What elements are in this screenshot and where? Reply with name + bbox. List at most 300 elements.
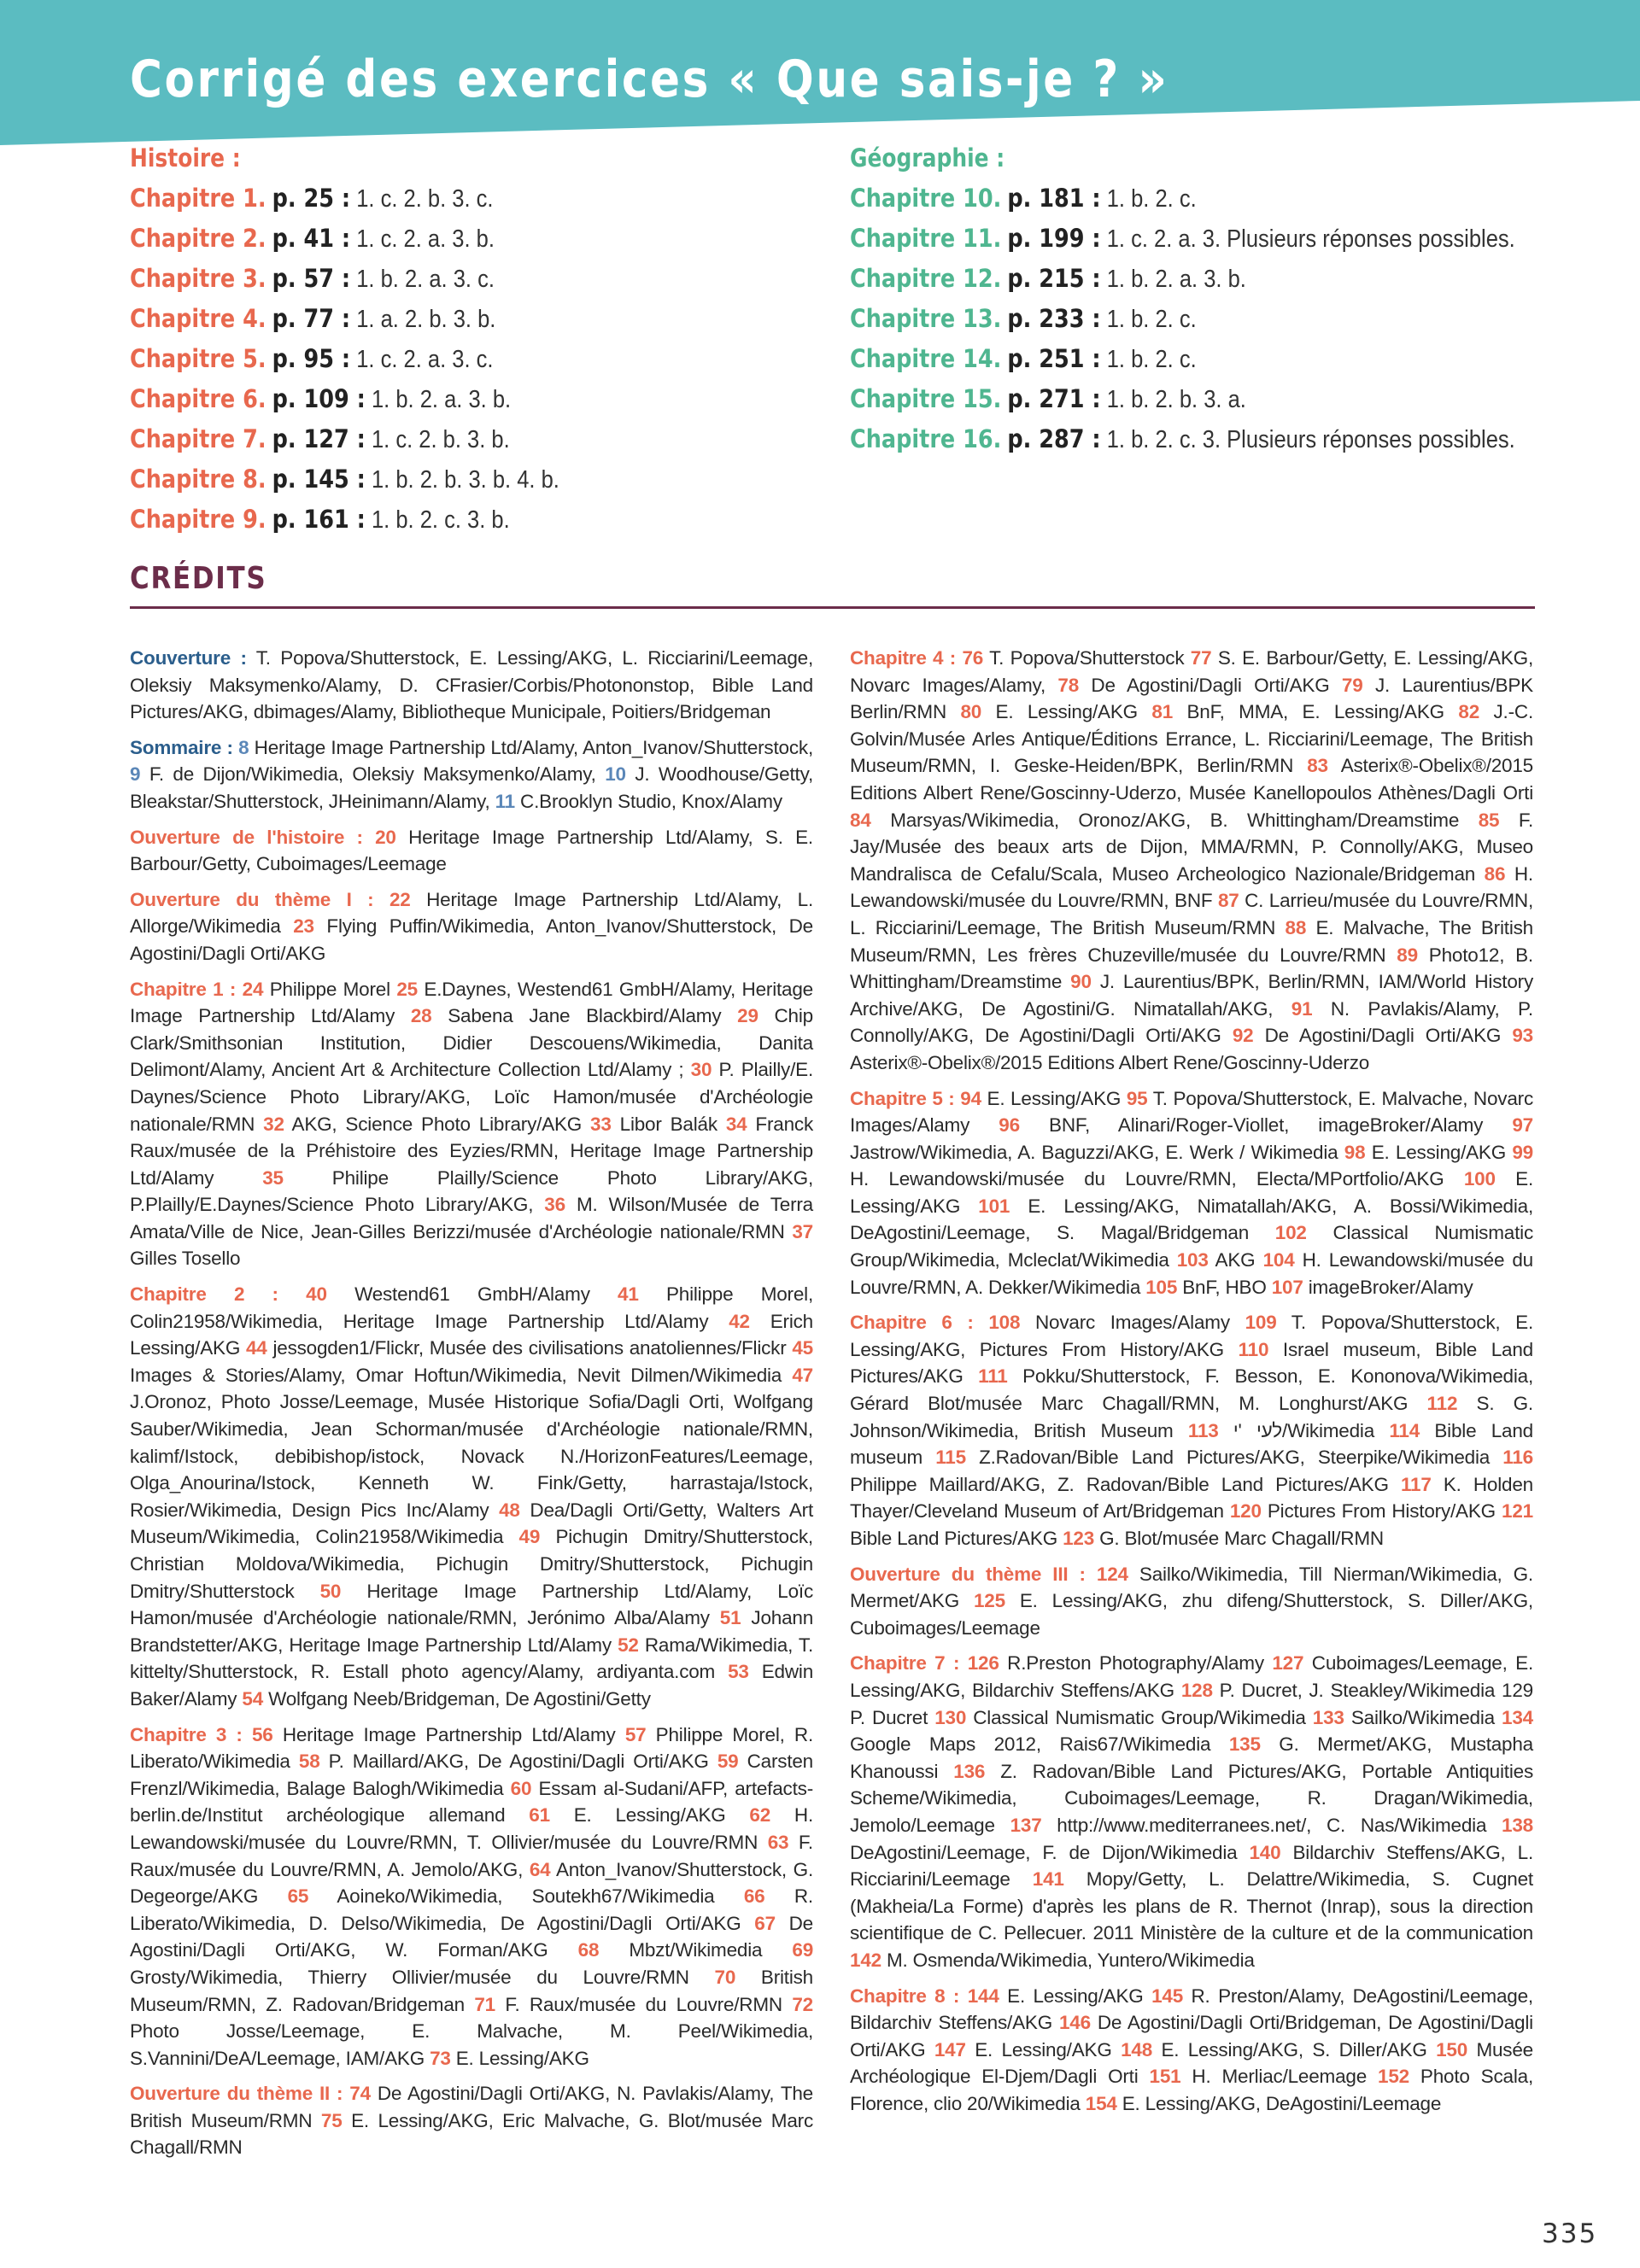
page-number-ref: 107 [1266,1276,1303,1298]
credit-section-label: Chapitre 8 : [850,1984,960,2007]
credit-text: E. Lessing/AKG [450,2047,589,2069]
answer-line [130,339,731,379]
histoire-answer-list [130,178,813,540]
credit-text: Dea/Dagli Orti/Getty, Walters Art Museum/Wikimedia, Colin21958/Wikimedia [130,1499,814,1548]
credit-block [130,2080,813,2161]
page-number-ref: 50 [294,1580,342,1602]
credit-text: R.Preston Photography/Alamy [999,1652,1264,1675]
answer-line [130,219,731,259]
page-number-ref: 52 [611,1634,639,1656]
answer-line [850,178,1481,219]
page-number-ref: 44 [240,1337,267,1359]
page-number-ref: 123 [1057,1528,1095,1549]
page-number-ref: 79 [1329,674,1363,696]
credit-text: Photo12, B. Whittingham/Dreamstime [850,944,1533,993]
page-ref: p. 57 : [272,264,351,293]
answer-text: 1. b. 2. c. [1100,185,1197,213]
credit-text: F. Jay/Musée des beaux arts de Dijon, MMA/RMN, P. Connolly/AKG, Museo Mandralisca de Cefalu/Scala, Museo Archeologico Nazionale/Bridgeman [850,809,1533,885]
chapter-label: Chapitre 1. [130,184,266,213]
credit-text: T. Popova/Shutterstock, E. Lessing/AKG, L. Ricciarini/Leemage, Oleksiy Maksymenko/Alamy, D. CFrasier/Corbis/Photononstop, Bible Land Pictures/AKG, dbimages/Alamy, Bibliotheque Municipale, Poitiers/Bridgeman [130,647,814,723]
page-number-ref: 35 [214,1166,284,1189]
credit-text: Philippe Morel, Colin21958/Wikimedia, Heritage Image Partnership Ltd/Alamy [130,1283,814,1332]
page-ref: p. 233 : [1007,304,1101,333]
credit-text: Philippe Morel [263,978,390,1000]
credit-text: Heritage Image Partnership Ltd/Alamy [272,1723,616,1745]
credit-section-label: Chapitre 7 : [850,1652,960,1675]
credit-text: S. E. Barbour/Getty, E. Lessing/AKG, Novarc Images/Alamy, [850,647,1533,696]
page-number-ref: 80 [946,701,982,723]
page-ref: p. 181 : [1007,184,1101,213]
page-number-ref: 63 [758,1831,789,1853]
credit-section-label: Ouverture de l'histoire : [130,826,363,848]
credit-block [850,1309,1533,1552]
page-number-ref: 29 [721,1005,758,1027]
credit-block [850,1561,1533,1642]
credit-text: Philipe Plailly/Science Photo Library/AKG, P.Plailly/E.Daynes/Science Photo Library/AKG, [130,1166,813,1216]
page-number-ref: 140 [1237,1841,1281,1863]
credit-text: Mbzt/Wikimedia [599,1939,763,1961]
page-number-ref: 73 [425,2047,451,2069]
page-number-ref: 120 [1223,1500,1262,1523]
credit-text: British Museum/RMN, Z. Radovan/Bridgeman [130,1966,813,2015]
page-number-ref: 95 [1121,1087,1148,1109]
answer-text: 1. a. 2. b. 3. b. [350,306,496,333]
page-number-ref: 152 [1367,2066,1409,2088]
credit-text: T. Popova/Shutterstock [983,647,1185,669]
credit-text: H. Lewandowski/musée du Louvre/RMN, A. Dekker/Wikimedia [850,1249,1533,1298]
credit-section-label: Chapitre 6 : [850,1312,974,1334]
credit-text: BnF, MMA, E. Lessing/AKG [1173,701,1444,723]
credit-block [130,976,813,1273]
page-number-ref: 136 [938,1760,986,1782]
page-number-ref: 92 [1221,1025,1254,1047]
credit-text: H. Lewandowski/musée du Louvre/RMN, T. Ollivier/musée du Louvre/RMN [130,1804,813,1853]
page-number-ref: 145 [1143,1984,1184,2007]
page-number-ref: 84 [850,809,871,831]
credit-text: E. Lessing/AKG [850,1168,1533,1217]
credit-text: Carsten Frenzl/Wikimedia, Balage Balogh/Wikimedia [130,1751,813,1799]
answer-text: 1. b. 2. a. 3. b. [1100,266,1246,293]
page-number-ref: 142 [850,1949,882,1971]
credit-text: T. Popova/Shutterstock, E. Lessing/AKG, Pictures From History/AKG [850,1312,1534,1360]
page-number-ref: 111 [963,1365,1008,1388]
answer-line [130,500,731,540]
page-ref: p. 161 : [272,505,366,534]
page-number-ref: 86 [1475,862,1506,885]
page-number-ref: 25 [390,978,418,1000]
credit-section-label: Chapitre 4 : [850,647,957,669]
page-number-ref: 147 [925,2038,966,2060]
credit-text: Philippe Maillard/AKG, Z. Radovan/Bible Land Pictures/AKG [850,1473,1389,1495]
credit-text: M. Wilson/Musée de Terra Amata/Ville de Nice, Jean-Gilles Berizzi/musée d'Archéologie nationale/RMN [130,1194,813,1242]
page-number-ref: 110 [1223,1338,1269,1360]
credit-text: H. Merliac/Leemage [1180,2066,1368,2088]
page-number-ref: 53 [715,1661,749,1683]
credit-text: J. Woodhouse/Getty, Bleakstar/Shutterstock, JHeinimann/Alamy, [130,763,814,812]
page-number-ref: 70 [688,1966,736,1988]
credit-text: imageBroker/Alamy [1303,1276,1473,1298]
page-title: Corrigé des exercices « Que sais-je ? » [130,50,1169,109]
answer-line [850,219,1515,259]
credit-text: Franck Raux/musée de la Préhistoire des Eyzies/RMN, Heritage Image Partnership Ltd/Alamy [130,1113,813,1189]
page-number-ref: 105 [1140,1276,1178,1298]
credit-text: J. Laurentius/BPK, Berlin/RMN, IAM/World History Archive/AKG, De Agostini/G. Nimatallah/AKG, [850,971,1533,1020]
credit-text: E. Lessing/AKG [965,2038,1112,2060]
chapter-label: Chapitre 3. [130,264,266,293]
credit-section-label: Sommaire : [130,736,233,758]
credit-text: Heritage Image Partnership Ltd/Alamy, L. Allorge/Wikimedia [130,888,813,938]
credit-text: E.Daynes, Westend61 GmbH/Alamy, Heritage Image Partnership Ltd/Alamy [130,978,813,1027]
credit-text: BnF, HBO [1177,1276,1267,1298]
credit-text: M. Osmenda/Wikimedia, Yuntero/Wikimedia [881,1949,1255,1971]
credit-text: AKG [1208,1249,1256,1271]
page-number-ref: 75 [312,2109,343,2131]
page-number-ref: 112 [1408,1393,1458,1415]
credit-text: Asterix®-Obelix®/2015 Editions Albert Rene/Goscinny-Uderzo, Musée Kanellopoulos Athènes/Dagli Orti [850,755,1533,804]
page-number-ref: 69 [762,1939,814,1961]
page-number-ref: 154 [1080,2092,1117,2114]
page-number-ref: 11 [489,790,515,812]
page-number-ref: 102 [1249,1222,1307,1244]
answer-text: 1. c. 2. a. 3. c. [350,346,494,373]
page-number-ref: 121 [1495,1500,1533,1523]
credit-text: E. Lessing/AKG, Nimatallah/AKG, A. Bossi/Wikimedia, DeAgostini/Leemage, S. Magal/Bridgeman [850,1195,1533,1244]
page-ref: p. 109 : [272,384,366,413]
credit-text: AKG, Science Photo Library/AKG [284,1113,583,1135]
credit-text: Bildarchiv Steffens/AKG, L. Ricciarini/Leemage [850,1841,1533,1891]
page-number-ref: 78 [1046,674,1080,696]
page-number-ref: 81 [1137,701,1174,723]
page-number-ref: 62 [725,1804,771,1827]
page-number-ref: 85 [1459,809,1500,831]
credit-text: Classical Numismatic Group/Wikimedia, Mcleclat/Wikimedia [850,1222,1533,1271]
page-number-ref: 76 [956,647,984,669]
credit-text: J.-C. Golvin/Musée Arles Antique/Éditions Errance, L. Ricciarini/Leemage, The British Museum/RMN, I. Geske-Heiden/BPK, Berlin/RMN [850,701,1533,777]
page-number-ref: 9 [130,763,141,786]
page-number-ref: 137 [994,1814,1042,1836]
page-number-ref: 47 [782,1364,813,1386]
page-ref: p. 271 : [1007,384,1101,413]
page-number-ref: 144 [959,1984,999,2007]
page-number-ref: 37 [784,1220,813,1242]
credit-text: Novarc Images/Alamy [1020,1312,1230,1334]
page-number-ref: 30 [683,1059,712,1081]
credit-block [850,1085,1533,1301]
page-number-ref: 77 [1184,647,1212,669]
page-number-ref: 72 [782,1993,813,2015]
chapter-label: Chapitre 7. [130,424,266,453]
credit-section-label: Chapitre 2 : [130,1283,278,1306]
page-number-ref: 91 [1273,997,1313,1020]
credit-section-label: Chapitre 1 : [130,978,237,1000]
page-number-ref: 99 [1506,1141,1533,1163]
credit-section-label: Ouverture du thème I : [130,888,374,910]
chapter-label: Chapitre 8. [130,465,266,494]
page-number-ref: 60 [503,1777,532,1799]
page-ref: p. 199 : [1007,224,1101,253]
page-ref: p. 127 : [272,424,366,453]
credit-text: Sabena Jane Blackbird/Alamy [431,1005,722,1027]
credit-text: F. Raux/musée du Louvre/RMN, A. Jemolo/AKG, [130,1831,813,1880]
credit-text: Chip Clark/Smithsonian Institution, Didier Descouens/Wikimedia, Danita Delimont/Alamy, Ancient Art & Architecture Collection Ltd/Alamy ; [130,1005,813,1081]
credits-left-column [130,645,813,2170]
answer-line [130,178,731,219]
credit-text: http://www.mediterranees.net/, C. Nas/Wikimedia [1041,1814,1487,1836]
credit-block [850,1983,1533,2118]
credit-text: E. Lessing/AKG, Eric Malvache, G. Blot/musée Marc Chagall/RMN [130,2109,813,2159]
page-number-ref: 148 [1111,2038,1153,2060]
credit-text: E. Lessing/AKG, S. Diller/AKG [1152,2038,1427,2060]
page-number-ref: 87 [1212,890,1239,912]
page-number-ref: 94 [954,1087,981,1109]
chapter-label: Chapitre 14. [850,344,1002,373]
credit-text: Edwin Baker/Alamy [130,1661,814,1710]
credit-text: Pictures From History/AKG [1261,1500,1496,1523]
answer-text: 1. c. 2. b. 3. b. [365,426,510,453]
answer-line [130,459,731,500]
page-number-ref: 126 [959,1652,999,1675]
page-number-ref: 61 [505,1804,550,1827]
credit-text: Gilles Tosello [130,1248,241,1270]
credit-block [130,1721,813,2072]
page-number-ref: 57 [615,1723,647,1745]
credit-text: F. de Dijon/Wikimedia, Oleksiy Maksymenko/Alamy, [140,763,596,786]
page-number-ref: 66 [714,1885,765,1908]
page-number-ref: 90 [1062,971,1092,993]
answer-line [850,419,1515,459]
page-ref: p. 41 : [272,224,351,253]
credit-text: S. G. Johnson/Wikimedia, British Museum [850,1393,1533,1441]
credit-text: P. Maillard/AKG, De Agostini/Dagli Orti/AKG [319,1751,709,1773]
credit-text: E. Lessing/AKG [1365,1141,1507,1163]
credit-block [130,886,813,967]
page-number-ref: 58 [290,1751,320,1773]
credit-text: Sailko/Wikimedia [1344,1706,1495,1728]
page-number-ref: 41 [589,1283,639,1306]
credit-section-label: Chapitre 5 : [850,1087,955,1109]
credit-text: Pichugin Dmitry/Shutterstock, Christian Moldova/Wikimedia, Pichugin Dmitry/Shutterstock, Pichugin Dmitry/Shutterstock [130,1526,813,1602]
page-ref: p. 287 : [1007,424,1101,453]
credit-text: H. Lewandowski/musée du Louvre/RMN, Electa/MPortfolio/AKG [850,1168,1444,1190]
credit-text: Heritage Image Partnership Ltd/Alamy, S. E. Barbour/Getty, Cuboimages/Leemage [130,826,813,875]
page-number-ref: 54 [237,1687,264,1710]
answer-text: 1. b. 2. a. 3. b. [365,386,512,413]
credit-text: T. Popova/Shutterstock, E. Malvache, Novarc Images/Alamy [850,1087,1534,1137]
page-number-ref: 34 [717,1113,747,1135]
credit-text: Heritage Image Partnership Ltd/Alamy, Loïc Hamon/musée d'Archéologie nationale/RMN, Jerónimo Alba/Alamy [130,1580,813,1629]
page-number-ref: 146 [1052,2012,1091,2034]
credit-text: Johann Brandstetter/AKG, Heritage Image Partnership Ltd/Alamy [130,1607,814,1656]
credit-text: Marsyas/Wikimedia, Oronoz/AKG, B. Whittingham/Dreamstime [870,809,1460,831]
credit-block [130,824,813,878]
credit-text: Westend61 GmbH/Alamy [326,1283,590,1306]
credit-text: N. Pavlakis/Alamy, P. Connolly/AKG, De Agostini/Dagli Orti/AKG [850,997,1533,1047]
credit-section-label: Ouverture du thème III : [850,1563,1086,1585]
credit-text: C. Larrieu/musée du Louvre/RMN, L. Ricciarini/Leemage, The British Museum/RMN [850,890,1534,938]
page-number-ref: 42 [708,1310,750,1332]
chapter-label: Chapitre 16. [850,424,1002,453]
answer-line [850,339,1481,379]
page-number-ref: 32 [255,1113,284,1135]
page-number-ref: 138 [1486,1814,1533,1836]
credit-text: Google Maps 2012, Rais67/Wikimedia [850,1733,1211,1756]
answer-line [850,259,1481,299]
answer-text: 1. b. 2. c. 3. Plusieurs réponses possibles. [1100,426,1515,453]
page-number-ref: 89 [1385,944,1418,966]
credit-text: Libor Balák [611,1113,718,1135]
credit-text: Rama/Wikimedia, T. kittelty/Shutterstock, R. Estall photo agency/Alamy, ardiyanta.com [130,1634,814,1683]
page-number-ref: 98 [1338,1141,1366,1163]
credit-text: E. Lessing/AKG [549,1804,726,1827]
chapter-label: Chapitre 9. [130,505,266,534]
credit-text: Asterix®-Obelix®/2015 Editions Albert Rene/Goscinny-Uderzo [850,1051,1370,1073]
credit-text: E. Malvache, The British Museum/RMN, Les frères Chuzeville/musée du Louvre/RMN [850,916,1533,966]
credit-text: K. Holden Thayer/Cleveland Museum of Art/Bridgeman [850,1473,1533,1523]
credit-text: לעי 'י/Wikimedia [1218,1419,1375,1441]
geographie-column [850,138,1567,459]
credit-text: Musée Archéologique El-Djem/Dagli Orti [850,2038,1533,2088]
credits-right-column [850,645,1533,2125]
credit-text: Bible Land Pictures/AKG [850,1528,1058,1549]
credit-text: Erich Lessing/AKG [130,1310,813,1359]
page-number-ref: 135 [1210,1733,1261,1756]
page-number-ref: 141 [1010,1868,1064,1891]
page-number-ref: 33 [582,1113,612,1135]
credit-text: P. Ducret, J. Steakley/Wikimedia 129 P. Ducret [850,1679,1533,1728]
page-number-ref: 8 [232,736,249,758]
answer-line [850,299,1481,339]
credit-text: Grosty/Wikimedia, Thierry Ollivier/musée du Louvre/RMN [130,1966,689,1988]
credit-text: Classical Numismatic Group/Wikimedia [966,1706,1306,1728]
answer-line [130,379,731,419]
page-number-ref: 130 [928,1706,967,1728]
page-number-ref: 22 [373,888,411,910]
page-number-ref: 49 [503,1526,541,1548]
credit-block [130,734,813,815]
credit-text: Essam al-Sudani/AFP, artefacts-berlin.de/Institut archéologique allemand [130,1777,813,1827]
credit-text: Wolfgang Neeb/Bridgeman, De Agostini/Getty [263,1687,651,1710]
credit-text: Photo Scala, Florence, clio 20/Wikimedia [850,2066,1533,2114]
credit-text: E. Lessing/AKG [999,1984,1144,2007]
page-number-ref: 59 [708,1751,739,1773]
histoire-heading: Histoire : [130,143,241,172]
page-number-ref: 23 [280,915,314,938]
answer-line [130,419,731,459]
credit-text: J. Laurentius/BPK Berlin/RMN [850,674,1533,723]
page-ref: p. 25 : [272,184,351,213]
answer-text: 1. b. 2. c. [1100,346,1197,373]
page-number-ref: 24 [236,978,264,1000]
answer-text: 1. c. 2. a. 3. b. [350,225,495,253]
chapter-label: Chapitre 2. [130,224,266,253]
page-number-ref: 108 [973,1312,1021,1334]
page-number-ref: 64 [523,1858,551,1880]
page-ref: p. 145 : [272,465,366,494]
credit-block [850,645,1533,1077]
credit-text: Bible Land museum [850,1419,1533,1469]
credit-text: E. Lessing/AKG, DeAgostini/Leemage [1116,2092,1442,2114]
credit-text: R. Preston/Alamy, DeAgostini/Leemage, Bildarchiv Steffens/AKG [850,1984,1533,2034]
page-number-ref: 74 [343,2083,371,2105]
histoire-column [130,138,813,540]
page-number-ref: 65 [258,1885,309,1908]
credit-text: De Agostini/Dagli Orti/AKG, W. Forman/AKG [130,1912,813,1961]
credit-text: Heritage Image Partnership Ltd/Alamy, Anton_Ivanov/Shutterstock, [249,736,813,758]
page-number-ref: 128 [1174,1679,1213,1701]
credit-text: Z. Radovan/Bible Land Pictures/AKG, Portable Antiquities Scheme/Wikimedia, Cuboimages/Leemage, R. Dragan/Wikimedia, Jemolo/Leemage [850,1760,1533,1836]
credit-text: C.Brooklyn Studio, Knox/Alamy [515,790,782,812]
answer-text: 1. c. 2. b. 3. c. [350,185,494,213]
credit-text: E. Lessing/AKG, zhu difeng/Shutterstock, S. Diller/AKG, Cuboimages/Leemage [850,1590,1533,1639]
page-number-ref: 45 [786,1337,813,1359]
answer-line [130,299,731,339]
page-number-ref: 127 [1263,1652,1304,1675]
page-number-ref: 48 [489,1499,520,1521]
page-number-ref: 83 [1293,755,1328,777]
chapter-label: Chapitre 6. [130,384,266,413]
page-number-ref: 101 [960,1195,1010,1217]
page-number-ref: 68 [548,1939,600,1961]
page-number-ref: 116 [1490,1447,1533,1469]
answer-text: 1. c. 2. a. 3. Plusieurs réponses possibles. [1100,225,1515,253]
page-number-ref: 134 [1494,1706,1533,1728]
page-number-ref: 56 [242,1723,273,1745]
page-ref: p. 77 : [272,304,351,333]
page-number-ref: 40 [278,1283,327,1306]
credit-text: De Agostini/Dagli Orti/AKG [1253,1025,1502,1047]
credit-text: Aoineko/Wikimedia, Soutekh67/Wikimedia [308,1885,715,1908]
page-number-ref: 100 [1444,1168,1496,1190]
credit-text: DeAgostini/Leemage, F. de Dijon/Wikimedia [850,1841,1238,1863]
credit-text: Mopy/Getty, L. Delattre/Wikimedia, S. Cugnet (Makheia/La Forme) d'après les plans de R. Thernot (Inrap), sous la direction scientifique de C. Pellecuer. 2011 Ministère de la culture et de la communication [850,1868,1533,1944]
page-number-ref: 104 [1255,1249,1295,1271]
page-number-ref: 103 [1168,1249,1209,1271]
page-number-ref: 124 [1085,1563,1128,1585]
credit-block [850,1650,1533,1973]
chapter-label: Chapitre 11. [850,224,1002,253]
page-number-ref: 10 [595,763,626,786]
credit-block [130,645,813,726]
chapter-label: Chapitre 15. [850,384,1002,413]
credits-heading: CRÉDITS [130,561,267,596]
page-number-ref: 51 [709,1607,741,1629]
geographie-heading: Géographie : [850,143,1005,172]
answer-line [850,379,1481,419]
credit-section-label: Ouverture du thème II : [130,2083,343,2105]
credit-text: Philippe Morel, R. Liberato/Wikimedia [130,1723,814,1773]
answer-text: 1. b. 2. b. 3. a. [1100,386,1246,413]
page-number-ref: 28 [395,1005,432,1027]
chapter-label: Chapitre 5. [130,344,266,373]
credit-text: De Agostini/Dagli Orti/AKG [1079,674,1330,696]
page-number-ref: 97 [1483,1114,1533,1137]
answer-line [130,259,731,299]
credit-text: G. Mermet/AKG, Mustapha Khanoussi [850,1733,1533,1782]
page-ref: p. 215 : [1007,264,1101,293]
page-number-ref: 113 [1173,1419,1219,1441]
page-number-ref: 82 [1444,701,1480,723]
page-number-ref: 36 [533,1194,565,1216]
page-number-ref: 93 [1501,1025,1533,1047]
credit-text: P. Plailly/E. Daynes/Science Photo Library/AKG, Loïc Hamon/musée d'Archéologie nationale/RMN [130,1059,814,1135]
credit-text: jessogden1/Flickr, Musée des civilisations anatoliennes/Flickr [266,1337,787,1359]
credit-text: H. Lewandowski/musée du Louvre/RMN, BNF [850,862,1533,912]
credit-text: E. Lessing/AKG [981,1087,1122,1109]
page-number-ref: 88 [1275,916,1307,938]
credits-divider [130,606,1535,609]
page-number-ref: 117 [1388,1473,1432,1495]
answer-text: 1. b. 2. c. [1100,306,1197,333]
